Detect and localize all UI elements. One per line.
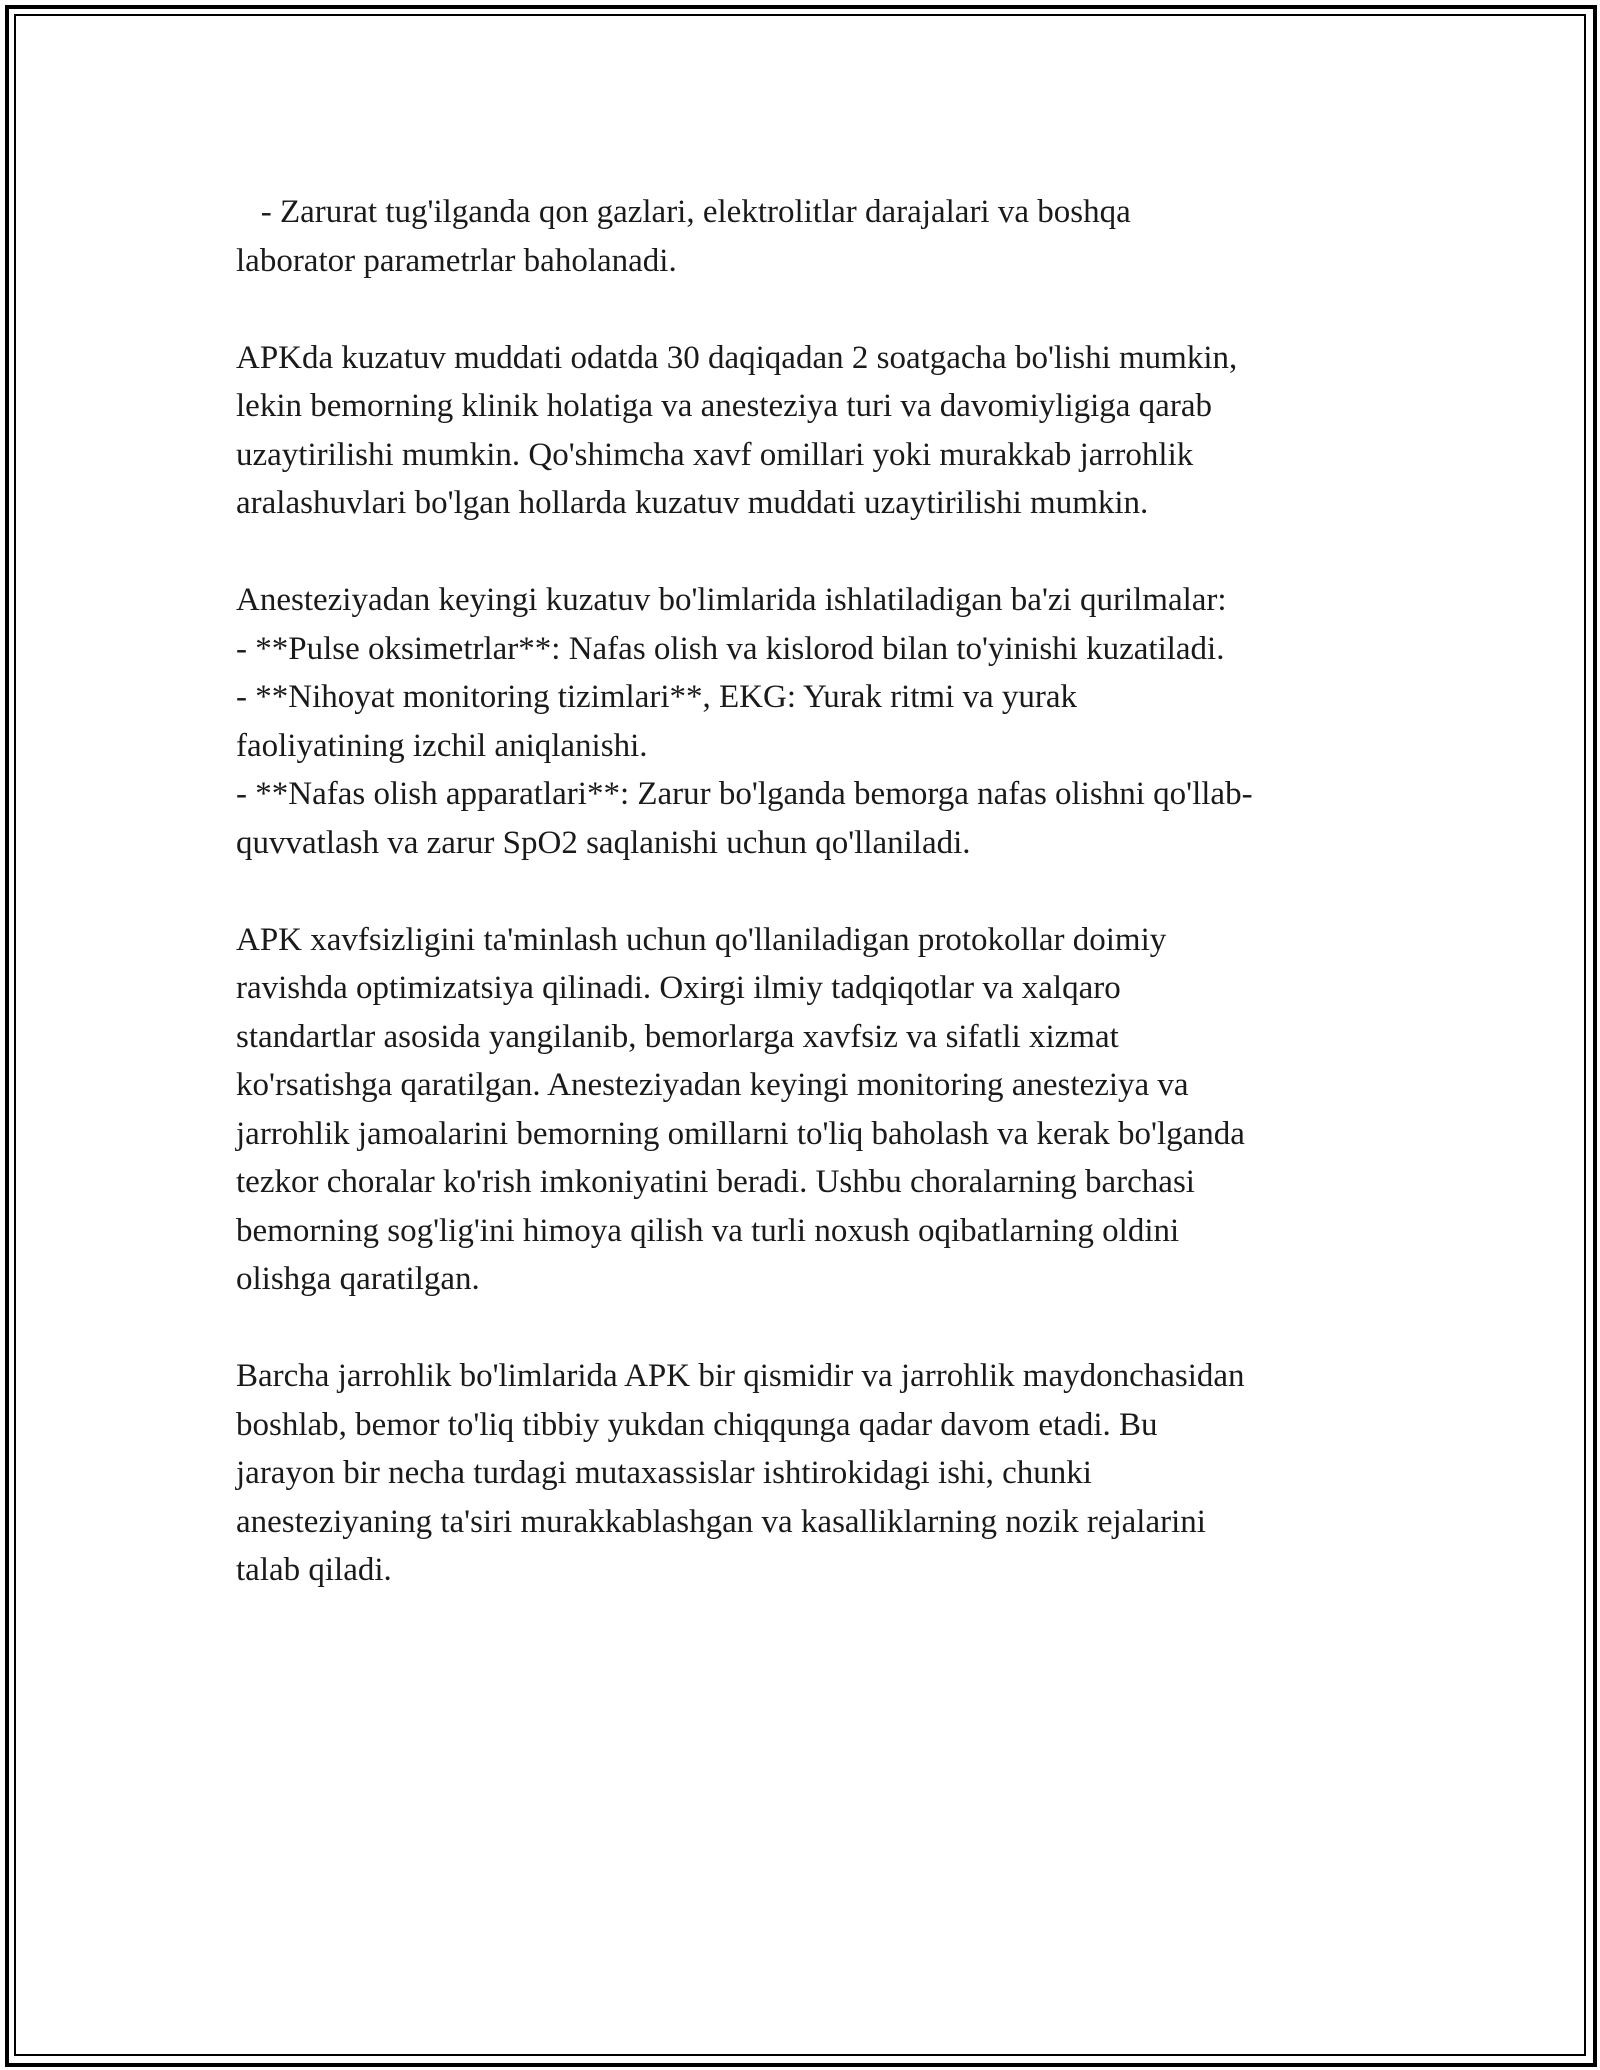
paragraph-devices-list (236, 576, 1376, 867)
text-line: standartlar asosida yangilanib, bemorlarga xavfsiz va sifatli xizmat (236, 1018, 1119, 1055)
text-line: Anesteziyadan keyingi kuzatuv bo'limlarida ishlatiladigan ba'zi qurilmalar: (236, 582, 1227, 618)
list-item: - **Nafas olish apparatlari**: Zarur bo'lganda bemorga nafas olishni qo'llab- (236, 776, 1253, 812)
text-line: jarrohlik jamoalarini bemorning omillarni to'liq baholash va kerak bo'lganda (236, 1115, 1245, 1152)
text-line: tezkor choralar ko'rish imkoniyatini beradi. Ushbu choralarning barchasi (236, 1164, 1195, 1200)
paragraph-observation-duration (236, 334, 1376, 528)
text-line: bemorning sog'lig'ini himoya qilish va turli noxush oqibatlarning oldini (236, 1212, 1180, 1249)
paragraph-safety-protocols (236, 916, 1376, 1304)
text-line: - Zarurat tug'ilganda qon gazlari, elektrolitlar darajalari va boshqa (236, 194, 1131, 230)
list-item: - **Pulse oksimetrlar**: Nafas olish va kislorod bilan to'yinishi kuzatiladi. (236, 630, 1225, 667)
text-line: ko'rsatishga qaratilgan. Anesteziyadan keyingi monitoring anesteziya va (236, 1067, 1189, 1103)
text-line: uzaytirilishi mumkin. Qo'shimcha xavf omillari yoki murakkab jarrohlik (236, 436, 1194, 473)
text-line: jarayon bir necha turdagi mutaxassislar ishtirokidagi ishi, chunki (236, 1455, 1092, 1491)
text-line: olishga qaratilgan. (236, 1261, 480, 1297)
text-line: laborator parametrlar baholanadi. (236, 242, 677, 279)
paragraph-lab-parameters (236, 188, 1376, 285)
text-line: lekin bemorning klinik holatiga va anesteziya turi va davomiyligiga qarab (236, 388, 1212, 424)
list-item-continuation: faoliyatining izchil aniqlanishi. (236, 727, 648, 764)
text-line: talab qiladi. (236, 1552, 392, 1588)
text-line: ravishda optimizatsiya qilinadi. Oxirgi ilmiy tadqiqotlar va xalqaro (236, 970, 1121, 1006)
paragraph-gap (236, 285, 1376, 334)
document-body (236, 188, 1376, 1595)
text-line: APKda kuzatuv muddati odatda 30 daqiqadan 2 soatgacha bo'lishi mumkin, (236, 339, 1238, 376)
paragraph-gap (236, 1304, 1376, 1353)
paragraph-surgical-departments (236, 1352, 1376, 1595)
paragraph-gap (236, 867, 1376, 916)
text-line: aralashuvlari bo'lgan hollarda kuzatuv muddati uzaytirilishi mumkin. (236, 485, 1149, 521)
list-item-continuation: quvvatlash va zarur SpO2 saqlanishi uchun qo'llaniladi. (236, 824, 971, 861)
text-line: Barcha jarrohlik bo'limlarida APK bir qismidir va jarrohlik maydonchasidan (236, 1358, 1245, 1394)
text-line: anesteziyaning ta'siri murakkablashgan va kasalliklarning nozik rejalarini (236, 1503, 1206, 1540)
paragraph-gap (236, 528, 1376, 577)
list-item: - **Nihoyat monitoring tizimlari**, EKG: Yurak ritmi va yurak (236, 679, 1078, 715)
text-line: boshlab, bemor to'liq tibbiy yukdan chiqqunga qadar davom etadi. Bu (236, 1406, 1158, 1443)
text-line: APK xavfsizligini ta'minlash uchun qo'llaniladigan protokollar doimiy (236, 921, 1167, 958)
